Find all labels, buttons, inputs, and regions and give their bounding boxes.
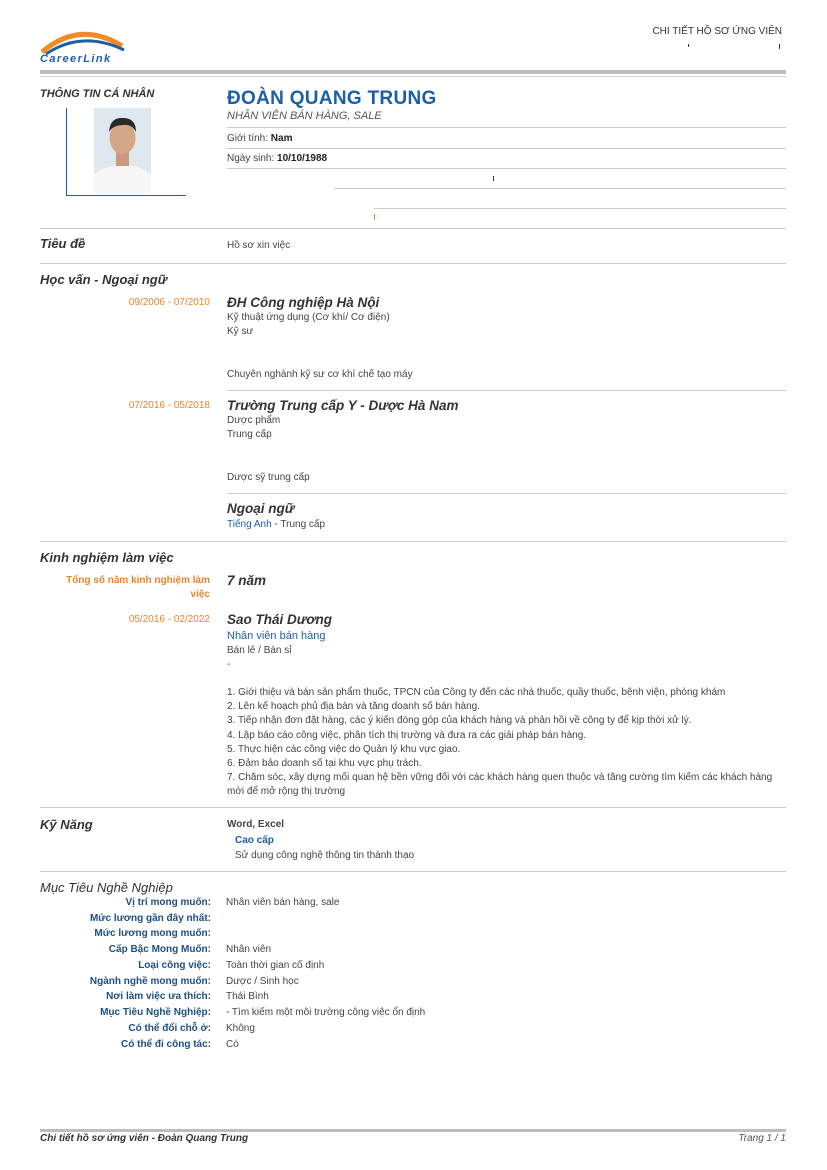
duty-item: 7. Chăm sóc, xây dựng mối quan hệ bền vững đối với các khách hàng quen thuộc và tăng cường tìm kiếm các khách hàng mới để mở rộng thị trường [227, 772, 773, 798]
divider [227, 168, 786, 169]
education-major: Kỹ thuật ứng dụng (Cơ khí/ Cơ điện) [227, 312, 390, 323]
section-divider [40, 263, 786, 264]
header-tick [779, 44, 780, 49]
total-experience-label: Tổng số năm kinh nghiệm làm việc [66, 575, 210, 600]
company-name: Sao Thái Dương [227, 612, 332, 627]
logo-swoosh-icon [40, 26, 130, 56]
page-number: Trang 1 / 1 [738, 1133, 786, 1144]
section-title-title: Tiêu đề [40, 236, 86, 251]
job-duties [227, 686, 787, 800]
footer-rule [40, 1129, 786, 1132]
section-divider [40, 807, 786, 808]
duty-item: 2. Lên kế hoạch phủ địa bàn và tăng doanh số bán hàng. [227, 701, 480, 713]
objective-value: Dược / Sinh học [226, 976, 299, 987]
candidate-name: ĐOÀN QUANG TRUNG [227, 88, 437, 109]
total-experience-value: 7 năm [227, 573, 267, 588]
section-divider [40, 228, 786, 229]
objective-value: Toàn thời gian cố định [226, 960, 325, 971]
divider [227, 390, 786, 391]
objective-value: Không [226, 1023, 255, 1034]
objective-label: Có thể đổi chỗ ở: [128, 1023, 211, 1034]
objective-label: Có thể đi công tác: [121, 1039, 211, 1050]
skill-description: Sử dụng công nghệ thông tin thành thạo [235, 850, 415, 861]
job-industry: Bán lẻ / Bán sỉ [227, 645, 292, 656]
objective-value: Có [226, 1039, 239, 1050]
education-note: Dược sỹ trung cấp [227, 472, 310, 483]
skill-level: Cao cấp [235, 835, 274, 846]
objective-label: Mức lương gần đây nhất: [89, 913, 211, 924]
objective-label: Cấp Bậc Mong Muốn: [108, 944, 211, 955]
duty-item: 4. Lập báo cáo công việc, phân tích thị trường và đưa ra các giải pháp bán hàng. [227, 729, 587, 741]
blank-tick [493, 176, 494, 181]
divider [227, 148, 786, 149]
job-title: Nhân viên bán hàng [227, 630, 326, 642]
objective-value: Thái Bình [226, 991, 269, 1002]
school-name: Trường Trung cấp Y - Dược Hà Nam [227, 398, 459, 413]
duty-item: 1. Giới thiệu và bán sản phẩm thuốc, TPCN của Công ty đến các nhà thuốc, quầy thuốc, bệnh viện, phòng khám [227, 687, 726, 698]
objective-label: Vị trí mong muốn: [125, 897, 211, 908]
header-tick [688, 44, 689, 47]
objective-label: Mức lương mong muốn: [94, 928, 211, 939]
job-dash: - [227, 659, 231, 670]
gender: Giới tính: Nam [227, 133, 293, 144]
duty-item: 3. Tiếp nhận đơn đặt hàng, các ý kiến đóng góp của khách hàng và phản hồi về công ty để kịp thời xử lý. [227, 715, 692, 727]
desired-position: NHÂN VIÊN BÁN HÀNG, SALE [227, 110, 382, 122]
education-degree: Kỹ sư [227, 326, 254, 337]
objective-value: - Tìm kiếm một môi trường công việc ổn định [226, 1007, 426, 1018]
header-rule [40, 76, 786, 77]
objective-label: Loại công việc: [138, 960, 211, 971]
profile-title: Hồ sơ xin việc [227, 240, 291, 251]
language-title: Ngoại ngữ [227, 501, 295, 516]
logo-text: CareerLink [40, 53, 112, 65]
education-note: Chuyên nghành kỹ sư cơ khí chế tạo máy [227, 369, 413, 380]
section-title-experience: Kinh nghiệm làm việc [40, 550, 174, 565]
language-item: Tiếng Anh - Trung cấp [227, 519, 326, 530]
duty-item: 6. Đảm bảo doanh số tại khu vực phụ trách. [227, 758, 422, 770]
education-degree: Trung cấp [227, 429, 272, 440]
objective-value: Nhân viên bán hàng, sale [226, 897, 340, 908]
objective-label: Mục Tiêu Nghề Nghiệp: [100, 1007, 211, 1018]
education-dates: 07/2016 - 05/2018 [128, 400, 210, 411]
duty-item: 5. Thực hiện các công việc do Quản lý khu vực giao. [227, 743, 461, 755]
avatar [94, 108, 151, 194]
document-type: CHI TIẾT HỒ SƠ ỨNG VIÊN [652, 26, 782, 37]
careerlink-logo [40, 26, 130, 70]
objective-label: Ngành nghề mong muốn: [89, 976, 211, 987]
school-name: ĐH Công nghiệp Hà Nội [227, 295, 380, 310]
section-title-personal: THÔNG TIN CÁ NHÂN [40, 88, 155, 100]
footer-title: Chi tiết hồ sơ ứng viên - Đoàn Quang Trung [40, 1133, 249, 1144]
objective-label: Nơi làm việc ưa thích: [106, 991, 211, 1002]
divider [334, 188, 786, 189]
divider [374, 208, 786, 209]
section-title-education: Học vấn - Ngoại ngữ [40, 272, 168, 287]
date-of-birth: Ngày sinh: 10/10/1988 [227, 153, 328, 164]
education-major: Dược phẩm [227, 415, 281, 426]
section-title-skills: Kỹ Năng [40, 817, 93, 832]
section-divider [40, 541, 786, 542]
education-dates: 09/2006 - 07/2010 [128, 297, 210, 308]
header-rule [40, 70, 786, 74]
objective-value: Nhân viên [226, 944, 272, 955]
section-title-objective: Mục Tiêu Nghề Nghiệp [40, 880, 173, 895]
skill-name: Word, Excel [227, 819, 285, 830]
divider [227, 127, 786, 128]
divider [227, 493, 786, 494]
avatar-photo-icon [94, 108, 151, 194]
blank-tick [374, 214, 375, 220]
job-dates: 05/2016 - 02/2022 [128, 614, 210, 625]
section-divider [40, 871, 786, 872]
